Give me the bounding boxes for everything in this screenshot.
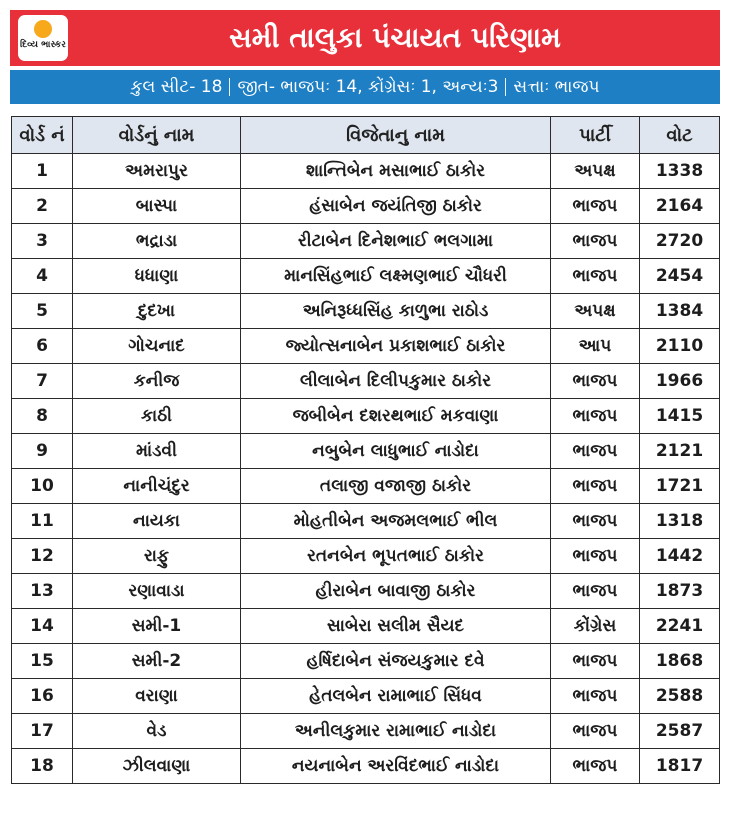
winner-name: મોહતીબેન અજમલભાઈ ભીલ [241,504,551,539]
ward-number: 10 [12,469,73,504]
winner-name: હર્ષિદાબેન સંજયકુમાર દવે [241,644,551,679]
summary-bar [10,70,720,104]
ward-name: નાયકા [73,504,241,539]
table-row [12,224,720,259]
total-seats: કુલ સીટ- 18 [130,77,223,97]
winner-name: હેતલબેન રામાભાઈ સિંધવ [241,679,551,714]
divya-bhaskar-logo [18,15,68,61]
ward-name: અમરાપુર [73,154,241,189]
winner-name: અનિરૂધ્ધસિંહ કાળુભા રાઠોડ [241,294,551,329]
winner-name: લીલાબેન દિલીપકુમાર ઠાકોર [241,364,551,399]
winner-name: સાબેરા સલીમ સૈયદ [241,609,551,644]
votes: 1873 [640,574,720,609]
divider [229,78,230,96]
votes: 2241 [640,609,720,644]
votes: 2454 [640,259,720,294]
ward-number: 3 [12,224,73,259]
ward-number: 6 [12,329,73,364]
winner-name: માનસિંહભાઈ લક્ષ્મણભાઈ ચૌધરી [241,259,551,294]
party: ભાજપ [551,434,640,469]
winner-name: રતનબેન ભૂપતભાઈ ઠાકોર [241,539,551,574]
power-summary: સત્તાઃ ભાજપ [513,77,600,97]
votes: 1338 [640,154,720,189]
ward-number: 7 [12,364,73,399]
winner-name: શાન્તિબેન મસાભાઈ ઠાકોર [241,154,551,189]
table-row [12,574,720,609]
ward-number: 17 [12,714,73,749]
ward-name: વરાણા [73,679,241,714]
results-table [11,116,720,784]
ward-name: ગોચનાદ [73,329,241,364]
table-row [12,259,720,294]
ward-number: 2 [12,189,73,224]
party: આપ [551,329,640,364]
header-winner-name: વિજેતાનુ નામ [241,117,551,154]
table-row [12,644,720,679]
table-row [12,364,720,399]
winner-name: નયનાબેન અરવિંદભાઈ નાડોદા [241,749,551,784]
winner-name: અનીલકુમાર રામાભાઈ નાડોદા [241,714,551,749]
party: ભાજપ [551,574,640,609]
winner-name: નબુબેન લાધુભાઈ નાડોદા [241,434,551,469]
ward-number: 11 [12,504,73,539]
party: ભાજપ [551,749,640,784]
votes: 1318 [640,504,720,539]
table-row [12,399,720,434]
header-ward-name: વોર્ડનું નામ [73,117,241,154]
ward-number: 5 [12,294,73,329]
ward-name: રાફુ [73,539,241,574]
header-votes: વોટ [640,117,720,154]
ward-name: કનીજ [73,364,241,399]
votes: 1721 [640,469,720,504]
ward-name: કાઠી [73,399,241,434]
party: ભાજપ [551,364,640,399]
votes: 2587 [640,714,720,749]
table-row [12,434,720,469]
party: ભાજપ [551,224,640,259]
ward-name: ધધાણા [73,259,241,294]
party: ભાજપ [551,644,640,679]
party: ભાજપ [551,189,640,224]
header-party: પાર્ટી [551,117,640,154]
ward-name: ભદ્રાડા [73,224,241,259]
votes: 2121 [640,434,720,469]
ward-name: વેડ [73,714,241,749]
party: ભાજપ [551,259,640,294]
ward-number: 14 [12,609,73,644]
ward-number: 8 [12,399,73,434]
table-row [12,504,720,539]
ward-number: 12 [12,539,73,574]
votes: 1384 [640,294,720,329]
party: અપક્ષ [551,154,640,189]
party: અપક્ષ [551,294,640,329]
votes: 1966 [640,364,720,399]
ward-name: સમી-2 [73,644,241,679]
winner-name: જબીબેન દશરથભાઈ મકવાણા [241,399,551,434]
winner-name: હંસાબેન જયંતિજી ઠાકોર [241,189,551,224]
ward-number: 18 [12,749,73,784]
header-ward-no: વોર્ડ નં [12,117,73,154]
ward-name: દુદખા [73,294,241,329]
party: ભાજપ [551,469,640,504]
table-row [12,609,720,644]
table-header-row [12,117,720,154]
wins-summary: જીત- ભાજપઃ 14, કોંગ્રેસઃ 1, અન્યઃ3 [237,77,499,97]
table-row [12,679,720,714]
results-body [12,154,720,784]
party: ભાજપ [551,504,640,539]
table-row [12,189,720,224]
table-row [12,469,720,504]
ward-name: રણાવાડા [73,574,241,609]
page-title: સમી તાલુકા પંચાયત પરિણામ [229,21,561,54]
divider [505,78,506,96]
winner-name: હીરાબેન બાવાજી ઠાકોર [241,574,551,609]
votes: 1415 [640,399,720,434]
ward-name: બાસ્પા [73,189,241,224]
table-row [12,539,720,574]
table-row [12,714,720,749]
table-row [12,329,720,364]
votes: 1442 [640,539,720,574]
ward-number: 15 [12,644,73,679]
votes: 2164 [640,189,720,224]
winner-name: જ્યોત્સનાબેન પ્રકાશભાઈ ઠાકોર [241,329,551,364]
votes: 2110 [640,329,720,364]
party: ભાજપ [551,539,640,574]
party: કોંગ્રેસ [551,609,640,644]
votes: 1868 [640,644,720,679]
header-banner [10,10,720,66]
votes: 2720 [640,224,720,259]
logo-text: દિવ્ય ભાસ્કર [20,40,66,50]
ward-number: 1 [12,154,73,189]
votes: 2588 [640,679,720,714]
party: ભાજપ [551,679,640,714]
ward-name: નાનીચંદુર [73,469,241,504]
party: ભાજપ [551,714,640,749]
votes: 1817 [640,749,720,784]
ward-number: 4 [12,259,73,294]
ward-number: 16 [12,679,73,714]
winner-name: રીટાબેન દિનેશભાઈ ભલગામા [241,224,551,259]
sun-icon [34,20,52,38]
ward-number: 9 [12,434,73,469]
ward-number: 13 [12,574,73,609]
winner-name: તલાજી વજાજી ઠાકોર [241,469,551,504]
table-row [12,294,720,329]
table-row [12,154,720,189]
party: ભાજપ [551,399,640,434]
table-row [12,749,720,784]
ward-name: સમી-1 [73,609,241,644]
ward-name: ઝીલવાણા [73,749,241,784]
ward-name: માંડવી [73,434,241,469]
